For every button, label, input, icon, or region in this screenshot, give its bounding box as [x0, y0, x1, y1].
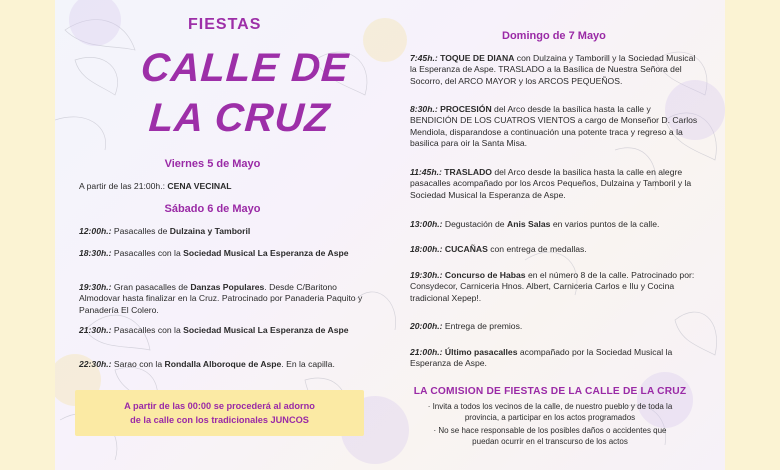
poster-sheet	[55, 0, 725, 470]
event-text: Sarao con la	[111, 359, 165, 369]
sunday-item	[410, 321, 700, 332]
event-text: en el número 8 de la calle. Patrocinado por: Consydecor, Carniceria Hnos. Albert, Carniceria Carlos e Ilu y Cocina tradicional Xepep!.	[410, 270, 695, 303]
event-highlight: TRASLADO	[444, 167, 492, 177]
friday-item-highlight: CENA VECINAL	[167, 181, 232, 191]
event-highlight: Sociedad Musical La Esperanza de Aspe	[183, 325, 349, 335]
event-time: 19:30h.:	[79, 282, 112, 292]
event-highlight: Rondalla Alboroque de Aspe	[164, 359, 282, 369]
event-text: del Arco desde la basilica hasta la calle en alegre pasacalles acompañado por los Arcos Pequeños, Dulzaina y Tamboril y la Sociedad Musical la Esperanza de Aspe.	[410, 167, 692, 200]
saturday-heading: Sábado 6 de Mayo	[164, 203, 261, 215]
event-text: del Arco desde la basílica hasta la calle y BENDICIÓN DE LOS CUATROS VIENTOS a cargo de Monseñor D. Carlos Mendiola, disparandose a continuación una potente traca y regreso a la basilica para oir la Santa Misa.	[410, 104, 698, 149]
saturday-item	[79, 359, 374, 370]
event-text: Entrega de premios.	[442, 321, 523, 331]
event-highlight: Sociedad Musical La Esperanza de Aspe	[183, 248, 349, 258]
sunday-item	[410, 219, 700, 230]
friday-heading: Viernes 5 de Mayo	[164, 158, 261, 170]
event-text: Pasacalles con la	[111, 325, 184, 335]
juncos-notice	[75, 390, 364, 436]
event-time: 20:00h.:	[410, 321, 443, 331]
title-fiestas: FIESTAS	[188, 16, 262, 33]
event-time: 21:00h.:	[410, 347, 443, 357]
poster-content	[55, 0, 725, 470]
event-text: con Dulzaina y Tamborill y la Sociedad Musical la Esperanza de Aspe. TRASLADO a la Basílica de Nuestra Señora del Socorro, del ARCO MAYOR y los ARCOS PEQUEÑOS.	[410, 53, 696, 86]
saturday-item	[79, 248, 369, 259]
event-highlight: Anis Salas	[506, 219, 551, 229]
friday-item-text: A partir de las 21:00h.:	[79, 181, 168, 191]
sunday-item	[410, 104, 700, 150]
event-text: Gran pasacalles de	[111, 282, 191, 292]
event-highlight: TOQUE DE DIANA	[440, 53, 515, 63]
saturday-item	[79, 325, 369, 336]
event-highlight: Danzas Populares	[190, 282, 265, 292]
event-text: Pasacalles con la	[111, 248, 184, 258]
event-highlight: PROCESIÓN	[440, 104, 492, 114]
event-text: en varios puntos de la calle.	[550, 219, 660, 229]
sunday-item	[410, 347, 700, 370]
event-text: . En la capilla.	[281, 359, 335, 369]
event-time: 13:00h.:	[410, 219, 443, 229]
event-time: 7:45h.:	[410, 53, 438, 63]
event-text: Degustación de	[442, 219, 507, 229]
event-highlight: Dulzaina y Tamboril	[169, 226, 251, 236]
event-time: 8:30h.:	[410, 104, 438, 114]
comision-line: · Invita a todos los vecinos de la calle, de nuestro pueblo y de toda la	[427, 402, 673, 411]
event-time: 21:30h.:	[79, 325, 112, 335]
event-time: 18:00h.:	[410, 244, 443, 254]
event-highlight: Último pasacalles	[444, 347, 518, 357]
event-highlight: CUCAÑAS	[444, 244, 488, 254]
event-time: 22:30h.:	[79, 359, 112, 369]
sunday-item	[410, 244, 700, 255]
event-highlight: Concurso de Habas	[444, 270, 526, 280]
sunday-item	[410, 167, 700, 201]
comision-title: LA COMISION DE FIESTAS DE LA CALLE DE LA CRUZ	[413, 386, 687, 397]
event-time: 12:00h.:	[79, 226, 112, 236]
notice-line-2: de la calle con los tradicionales JUNCOS	[130, 415, 309, 425]
sunday-item	[410, 270, 700, 304]
saturday-item	[79, 226, 369, 237]
comision-line: puedan ocurrir en el transcurso de los actos	[472, 437, 628, 446]
title-line-2: LA CRUZ	[147, 96, 332, 140]
event-time: 19:30h.:	[410, 270, 443, 280]
sunday-item	[410, 53, 700, 87]
title-line-1: CALLE DE	[139, 46, 351, 90]
event-time: 18:30h.:	[79, 248, 112, 258]
friday-item	[79, 181, 379, 192]
event-text: Pasacalles de	[111, 226, 170, 236]
notice-line-1: A partir de las 00:00 se procederá al adorno	[124, 401, 315, 411]
event-text: . Desde C/Baritono Almodovar hasta finalizar en la Cruz. Patrocinado por Panaderia Paquito y Panadería El Colero.	[79, 282, 363, 315]
saturday-item	[79, 282, 369, 316]
event-text: con entrega de medallas.	[487, 244, 587, 254]
comision-line: · No se hace responsable de los posibles daños o accidentes que	[433, 426, 667, 435]
sunday-heading: Domingo de 7 Mayo	[502, 30, 606, 42]
event-text: acompañado por la Sociedad Musical la Esperanza de Aspe.	[410, 347, 673, 369]
comision-line: provincia, a participar en los actos programados	[464, 413, 636, 422]
event-time: 11:45h.:	[410, 167, 442, 177]
